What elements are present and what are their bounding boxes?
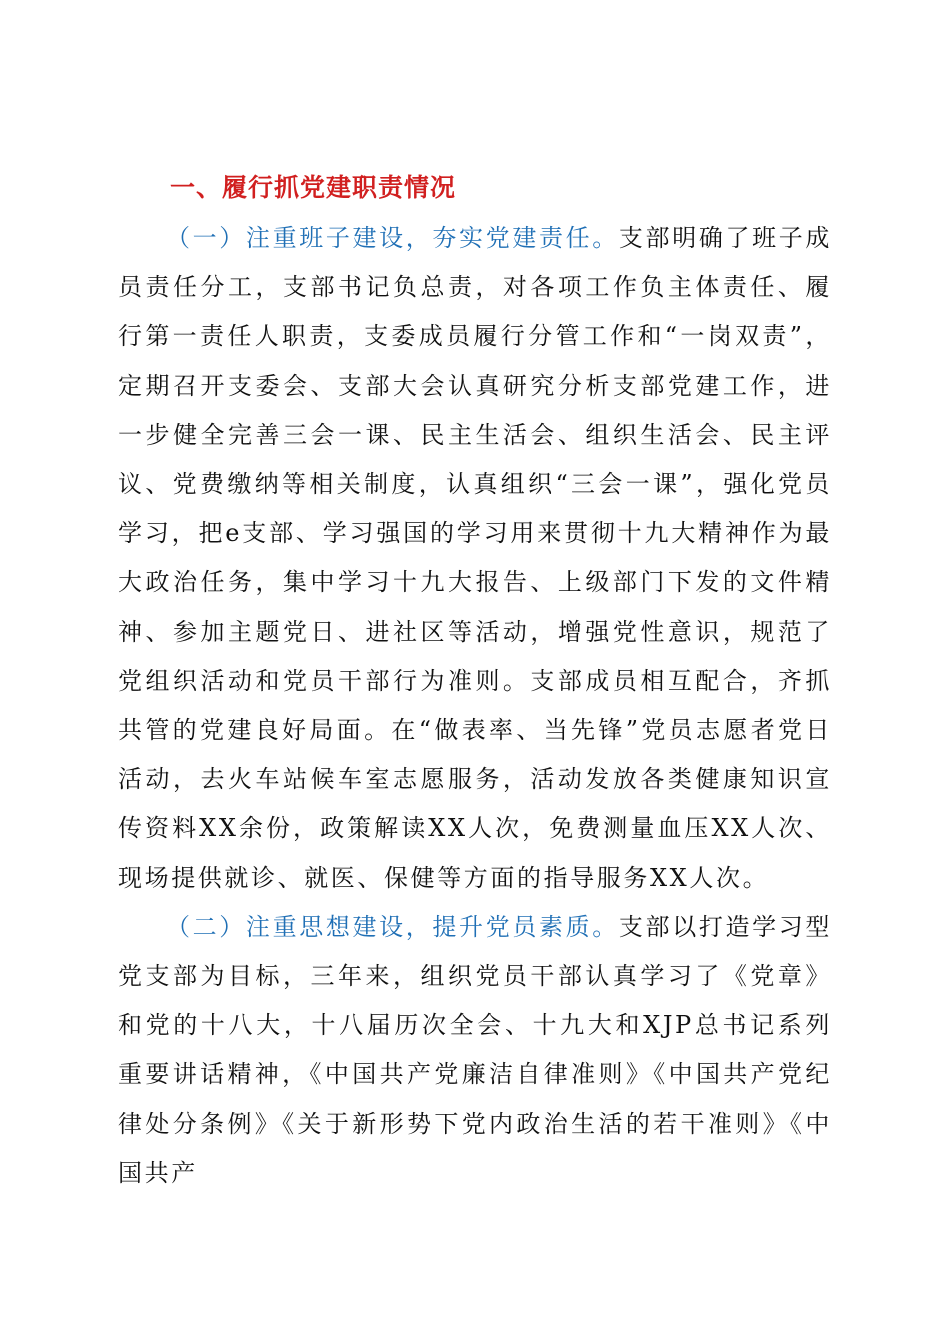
paragraph-1-body: 支部明确了班子成员责任分工，支部书记负总责，对各项工作负主体责任、履行第一责任人职责，支委成员履行分管工作和“一岗双责”，定期召开支委会、支部大会认真研究分析支部党建工作，进一步健全完善三会一课、民主生活会、组织生活会、民主评议、党费缴纳等相关制度，认真组织“三会一课”，强化党员学习，把e支部、学习强国的学习用来贯彻十九大精神作为最大政治任务，集中学习十九大报告、上级部门下发的文件精神、参加主题党日、进社区等活动，增强党性意识，规范了党组织活动和党员干部行为准则。支部成员相互配合，齐抓共管的党建良好局面。在“做表率、当先锋”党员志愿者党日活动，去火车站候车室志愿服务，活动发放各类健康知识宣传资料XX余份，政策解读XX人次，免费测量血压XX人次、现场提供就诊、就医、保健等方面的指导服务XX人次。 [118,224,832,892]
paragraph-2 [118,903,832,1198]
paragraph-2-body: 支部以打造学习型党支部为目标，三年来，组织党员干部认真学习了《党章》和党的十八大，十八届历次全会、十九大和XJP总书记系列重要讲话精神，《中国共产党廉洁自律准则》《中国共产党纪律处分条例》《关于新形势下党内政治生活的若干准则》《中国共产 [118,912,832,1187]
paragraph-1 [118,214,832,903]
paragraph-1-lead: （一）注重班子建设，夯实党建责任。 [166,224,619,252]
section-heading: 一、履行抓党建职责情况 [170,173,457,202]
paragraph-2-lead: （二）注重思想建设，提升党员素质。 [166,912,619,941]
